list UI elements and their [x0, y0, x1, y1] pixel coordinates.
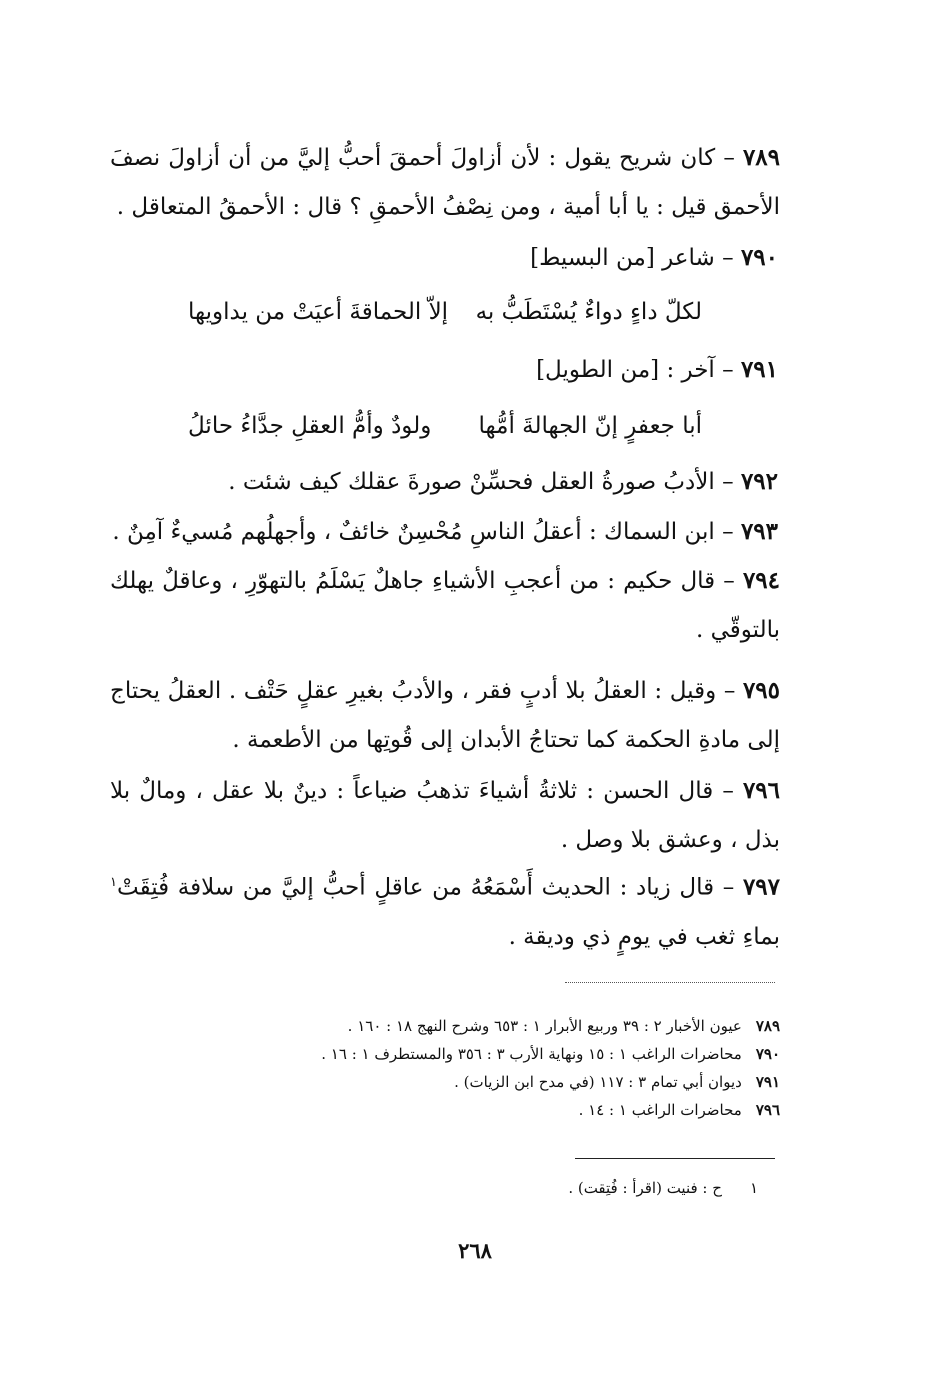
entry-795 [110, 666, 780, 765]
entry-796 [110, 766, 780, 865]
source-number: ٧٩١ [755, 1073, 780, 1091]
entry-text: – قال حكيم : من أعجبِ الأشياءِ جاهلٌ يَسْلَمُ بالتهوّرِ ، وعاقلٌ يهلك بالتوقّي . [110, 568, 780, 643]
footnote-number: ١ [749, 1179, 758, 1197]
entry-text: – قال الحسن : ثلاثةُ أشياءَ تذهبُ ضياعاً : دينٌ بلا عقل ، ومالٌ بلا بذل ، وعشق بلا وصل . [110, 778, 780, 853]
page-number: ٢٦٨ [458, 1238, 492, 1263]
source-789 [348, 1012, 780, 1040]
source-number: ٧٩٠ [755, 1045, 780, 1063]
footnote-text: ح : فنيت (اقرأ : فُتِقت) . [568, 1179, 722, 1197]
source-text: عيون الأخبار ٢ : ٣٩ وربيع الأبرار ١ : ٦٥٣ وشرح النهج ١٨ : ١٦٠ . [347, 1017, 742, 1035]
footnote [568, 1174, 758, 1202]
footnote-divider [575, 1158, 775, 1159]
entry-text: – قال زياد : الحديث أَسْمَعُهُ من عاقلٍ أحبُّ إليَّ من سلافة فُتِقَتْ [116, 874, 735, 901]
verse-791-second-hemistich: ولودٌ وأمُّ العقلِ جدَّاءُ حائلُ [188, 413, 432, 439]
entry-text: – شاعر [من البسيط] [530, 245, 734, 271]
entry-text: – الأدبُ صورةُ العقل فحسِّنْ صورةَ عقلك كيف شئت . [228, 469, 734, 495]
entry-789 [110, 133, 780, 232]
source-number: ٧٩٦ [755, 1101, 780, 1119]
entry-792 [228, 462, 778, 502]
entry-text: – كان شريح يقول : لأن أزاولَ أحمقَ أحبُّ إليَّ من أن أزاولَ نصفَ الأحمق قيل : يا أبا أمية ، ومن نِصْفُ الأحمقِ ؟ قال : الأحمقُ المتعاقل . [110, 145, 780, 220]
source-text: محاضرات الراغب ١ : ١٤ . [578, 1101, 742, 1119]
source-number: ٧٨٩ [755, 1017, 780, 1035]
entry-number: ٧٩٣ [740, 518, 778, 545]
verse-790-first-hemistich: لكلّ داءٍ دواءٌ يُسْتَطَبُّ به [475, 299, 702, 325]
entry-text: – وقيل : العقلُ بلا أدبٍ فقر ، والأدبُ بغيرِ عقلٍ حَتْف . العقلُ يحتاج إلى مادةِ الحكمة كما تحتاجُ الأبدان إلى قُوتِها من الأطعمة . [110, 678, 780, 753]
entry-number: ٧٨٩ [742, 144, 780, 171]
entry-793 [112, 512, 778, 552]
entry-number: ٧٩١ [740, 356, 778, 383]
entry-text-continued: بماءِ ثغب في يومٍ ذي وديقة . [508, 923, 780, 950]
entry-number: ٧٩٧ [742, 873, 780, 901]
verse-790-second-hemistich: إلاّ الحماقةَ أعيَتْ من يداويها [188, 299, 449, 325]
sources-divider [565, 982, 775, 983]
entry-number: ٧٩٢ [740, 468, 778, 495]
verse-791-first-hemistich: أبا جعفرٍ إنّ الجهالةَ أمُّها [478, 413, 702, 439]
entry-number: ٧٩٥ [742, 677, 781, 704]
entry-number: ٧٩٦ [742, 777, 781, 804]
entry-text: – آخر : [من الطويل] [536, 357, 734, 383]
source-text: محاضرات الراغب ١ : ١٥ ونهاية الأرب ٣ : ٣٥٦ والمستطرف ١ : ١٦ . [321, 1045, 742, 1063]
entry-797 [110, 858, 780, 962]
entry-text: – ابن السماك : أعقلُ الناسِ مُحْسِنٌ خائفٌ ، وأجهلُهم مُسيءٌ آمِنٌ . [112, 519, 734, 545]
source-791 [454, 1068, 780, 1096]
entry-number: ٧٩٠ [740, 244, 778, 271]
entry-790-heading [530, 238, 778, 278]
source-text: ديوان أبي تمام ٣ : ١١٧ (في مدح ابن الزيات) . [454, 1073, 742, 1091]
source-790 [321, 1040, 780, 1068]
footnote-marker: ١ [110, 875, 117, 890]
entry-number: ٧٩٤ [742, 567, 781, 594]
entry-791-heading [536, 350, 778, 390]
source-796 [579, 1096, 780, 1124]
entry-794 [110, 556, 780, 655]
